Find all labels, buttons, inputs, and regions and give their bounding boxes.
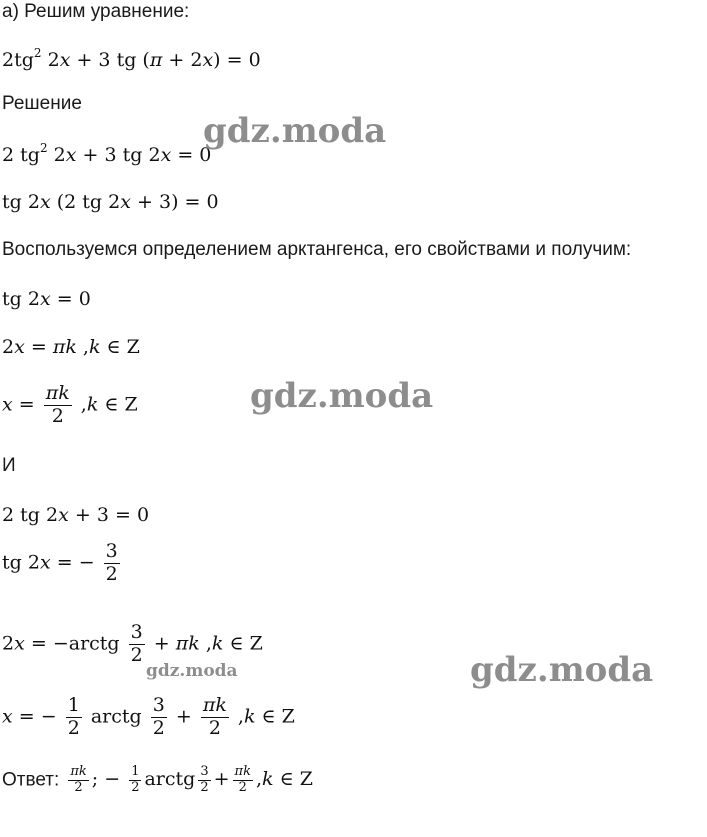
fraction-pik-over-2: $\frac{\pi k}{2}$: [70, 764, 87, 795]
fraction-3-over-2: $\frac{3}{2}$: [105, 540, 118, 585]
fraction-3-over-2: $\frac{3}{2}$: [200, 764, 209, 795]
equation-case-2-solution: 2x = −arctg $\frac{3}{2}$ + πk ,k ∈ Z: [2, 621, 263, 666]
equation-case-2-x: x = − $\frac{1}{2}$ arctg $\frac{3}{2}$ + $\frac{\pi k}{2}$ ,k ∈ Z: [2, 694, 295, 739]
fraction-1-over-2: $\frac{1}{2}$: [131, 764, 140, 795]
fraction-3-over-2: $\frac{3}{2}$: [152, 694, 165, 739]
fraction-pik-over-2: $\frac{\pi k}{2}$: [202, 694, 227, 739]
fraction-1-over-2: $\frac{1}{2}$: [67, 694, 80, 739]
equation-step-2: tg 2x (2 tg 2x + 3) = 0: [2, 191, 219, 213]
answer-label: Ответ:: [2, 769, 60, 791]
fraction-pik-over-2: $\frac{\pi k}{2}$: [45, 382, 70, 427]
explanation-text: Воспользуемся определением арктангенса, его свойствами и получим:: [2, 239, 632, 260]
equation-case-1: tg 2x = 0: [2, 288, 91, 310]
watermark-logo: gdz.moda: [203, 111, 387, 151]
watermark-logo: gdz.moda: [250, 376, 434, 416]
watermark-logo: gdz.moda: [146, 661, 238, 681]
equation-step-1: 2 $tg^2$ 2x + 3 tg 2x = 0: [2, 141, 212, 166]
answer-line: Ответ: $\frac{\pi k}{2}$ ; − $\frac{1}{2}$ arctg $\frac{3}{2}$ + $\frac{\pi k}{2}$ ,k ∈ Z: [2, 764, 313, 795]
watermark-logo: gdz.moda: [470, 650, 654, 690]
equation-case-2-tg: tg 2x = − $\frac{3}{2}$: [2, 540, 118, 585]
solution-label: Решение: [2, 93, 82, 114]
equation-case-1-solution: 2x = πk ,k ∈ Z: [2, 336, 140, 358]
fraction-3-over-2: $\frac{3}{2}$: [130, 621, 143, 666]
equation-original: $2tg^2$ 2x + 3 tg (π + 2x) = 0: [2, 46, 261, 71]
equation-case-1-x: x = $\frac{\pi k}{2}$ ,k ∈ Z: [2, 382, 138, 427]
and-label: И: [2, 455, 16, 476]
fraction-pik-over-2: $\frac{\pi k}{2}$: [234, 764, 251, 795]
task-heading: а) Решим уравнение:: [2, 1, 190, 22]
equation-case-2: 2 tg 2x + 3 = 0: [2, 504, 150, 526]
